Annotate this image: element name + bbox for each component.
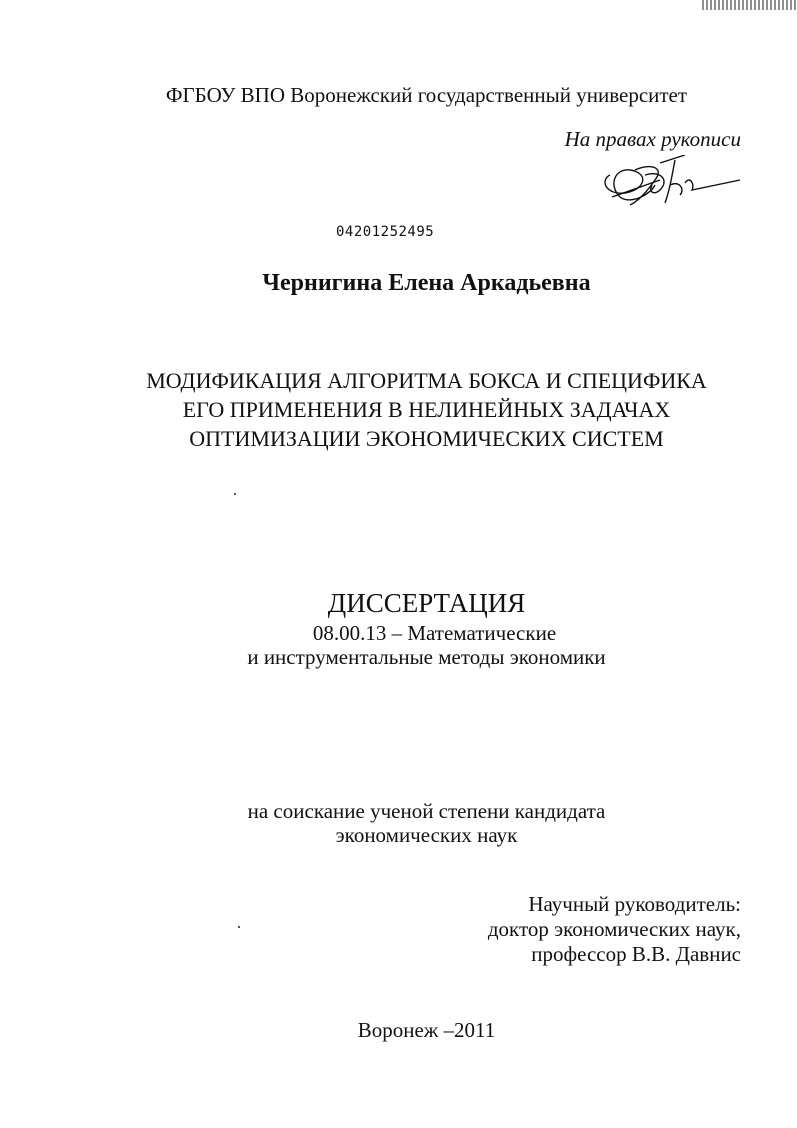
title-line-2: ЕГО ПРИМЕНЕНИЯ В НЕЛИНЕЙНЫХ ЗАДАЧАХ (182, 397, 671, 422)
signature (600, 155, 745, 215)
doc-type: ДИССЕРТАЦИЯ (327, 588, 526, 618)
degree-line-2: экономических наук (335, 823, 518, 847)
place-year: Воронеж –2011 (357, 1018, 496, 1042)
advisor-name: профессор В.В. Давнис (531, 942, 741, 966)
registration-number: 04201252495 (336, 224, 435, 240)
title-line-3: ОПТИМИЗАЦИИ ЭКОНОМИЧЕСКИХ СИСТЕМ (189, 426, 664, 451)
title-line-1: МОДИФИКАЦИЯ АЛГОРИТМА БОКСА И СПЕЦИФИКА (146, 368, 707, 393)
advisor-label: Научный руководитель: (528, 892, 741, 916)
scan-artifact (702, 0, 797, 10)
advisor-degree: доктор экономических наук, (487, 917, 741, 941)
scan-speck (238, 926, 240, 928)
specialty-line-2: и инструментальные методы экономики (247, 645, 606, 669)
manuscript-note: На правах рукописи (564, 127, 741, 151)
degree-line-1: на соискание ученой степени кандидата (247, 799, 606, 823)
scan-speck (234, 493, 236, 495)
author-name: Чернигина Елена Аркадьевна (262, 270, 591, 296)
institution: ФГБОУ ВПО Воронежский государственный университет (165, 83, 688, 107)
specialty-line-1: 08.00.13 – Математические (312, 621, 557, 645)
